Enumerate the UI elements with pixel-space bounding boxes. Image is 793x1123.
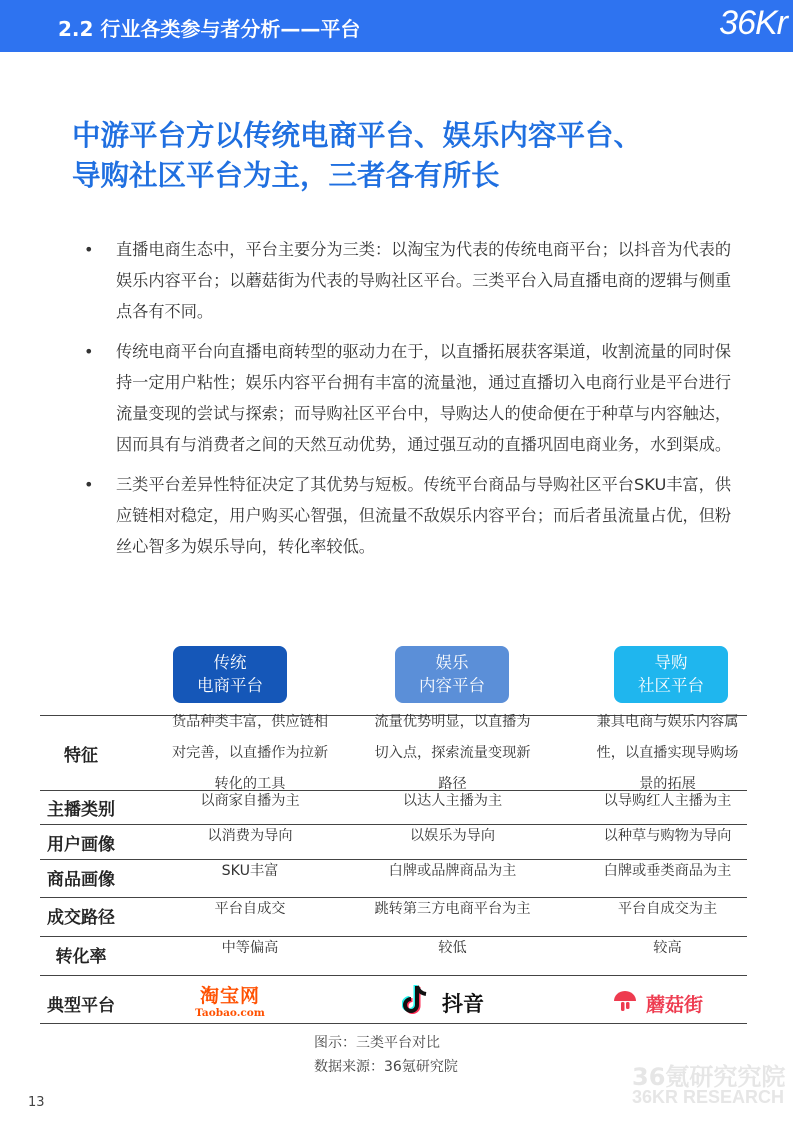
watermark-cn: 36氪研究究院 (632, 1063, 786, 1091)
cell-line: 兼具电商与娱乐内容属 (596, 714, 739, 730)
bullet-list (84, 234, 744, 571)
cell-line: 流量优势明显，以直播为 (374, 714, 531, 730)
table-cell: 以种草与购物为导向 (603, 828, 732, 844)
category-entertainment-content (395, 646, 509, 703)
bullet-text: 三类平台差异性特征决定了其优势与短板。传统平台商品与导购社区平台SKU丰富，供应链相对稳定，用户购买心智强，但流量不敌娱乐内容平台；而后者虽流量占优，但粉丝心智多为娱乐导向，转化率较低。 (116, 475, 732, 556)
table-cell: 白牌或垂类商品为主 (603, 863, 732, 879)
row-label-anchor-type: 主播类别 (47, 800, 115, 820)
category-line-1: 娱乐 (435, 653, 469, 672)
table-cell: 平台自成交为主 (617, 901, 718, 917)
cell-line: 货品种类丰富，供应链相 (171, 714, 329, 730)
bullet-text: 传统电商平台向直播电商转型的驱动力在于，以直播拓展获客渠道，收割流量的同时保持一定用户粘性；娱乐内容平台拥有丰富的流量池，通过直播切入电商行业是平台进行流量变现的尝试与探索；而导购社区平台中，导购达人的使命便在于种草与内容触达，因而具有与消费者之间的天然互动优势，通过强互动的直播巩固电商业务，水到渠成。 (116, 342, 732, 454)
cell-line: 性，以直播实现导购场 (596, 745, 739, 761)
table-divider (40, 975, 747, 976)
table-cell: SKU丰富 (221, 863, 279, 879)
page-headline (72, 116, 642, 196)
row-label-typical-platform: 典型平台 (47, 996, 115, 1016)
table-cell: 跳转第三方电商平台为主 (374, 901, 531, 917)
table-cell: 以娱乐为导向 (409, 828, 496, 844)
table-cell: 以达人主播为主 (402, 793, 503, 809)
table-cell: 以消费为导向 (207, 828, 293, 844)
bullet-marker: • (84, 240, 94, 259)
brand-logo: 36Kr (719, 4, 787, 42)
taobao-logo-text: 淘宝网 (199, 985, 260, 1007)
row-label-user-profile: 用户画像 (47, 835, 115, 855)
table-cell: 以导购红人主播为主 (603, 793, 732, 809)
douyin-note-icon (402, 983, 432, 1017)
section-title: 2.2 行业各类参与者分析——平台 (58, 17, 361, 41)
table-cell: 以商家自播为主 (200, 793, 300, 809)
category-line-1: 导购 (654, 653, 688, 672)
taobao-domain-text: Taobao.com (195, 1007, 265, 1019)
cell-line: 路径 (438, 776, 467, 792)
douyin-logo-text: 抖音 (442, 992, 484, 1016)
category-line-1: 传统 (213, 653, 247, 672)
headline-line-2: 导购社区平台为主，三者各有所长 (72, 159, 500, 192)
data-source: 数据来源：36氪研究院 (314, 1059, 458, 1075)
bullet-item (84, 469, 744, 562)
header-bar (0, 0, 793, 52)
category-line-2: 电商平台 (197, 676, 263, 695)
table-cell: 较低 (438, 940, 467, 956)
figure-caption: 图示：三类平台对比 (314, 1035, 440, 1051)
row-label-features: 特征 (64, 746, 98, 766)
headline-line-1: 中游平台方以传统电商平台、娱乐内容平台、 (72, 119, 643, 152)
row-label-product-profile: 商品画像 (47, 870, 115, 890)
bullet-marker: • (84, 475, 94, 494)
category-line-2: 内容平台 (419, 676, 485, 695)
table-divider (40, 1023, 747, 1024)
page-number: 13 (28, 1095, 45, 1110)
table-cell: 较高 (653, 940, 682, 956)
bullet-marker: • (84, 342, 94, 361)
cell-line: 景的拓展 (639, 776, 696, 792)
mogujie-logo-text: 蘑菇街 (646, 994, 704, 1016)
cell-line: 切入点，探索流量变现新 (374, 745, 531, 761)
bullet-item (84, 234, 744, 327)
bullet-item (84, 336, 744, 460)
table-cell: 平台自成交 (214, 901, 286, 917)
row-label-conversion-rate: 转化率 (55, 947, 107, 967)
cell-line: 对完善，以直播作为拉新 (171, 745, 329, 761)
mushroom-icon (612, 988, 638, 1014)
bullet-text: 直播电商生态中，平台主要分为三类：以淘宝为代表的传统电商平台；以抖音为代表的娱乐内容平台；以蘑菇街为代表的导购社区平台。三类平台入局直播电商的逻辑与侧重点各有不同。 (116, 240, 732, 321)
category-line-2: 社区平台 (638, 676, 704, 695)
category-shopping-guide-community (614, 646, 728, 703)
table-cell: 中等偏高 (221, 940, 279, 956)
watermark-en: 36KR RESEARCH (632, 1087, 785, 1107)
row-label-transaction-path: 成交路径 (47, 908, 115, 928)
cell-line: 转化的工具 (214, 776, 286, 792)
category-traditional-ecommerce (173, 646, 287, 703)
table-cell: 白牌或品牌商品为主 (388, 863, 517, 879)
taobao-logo (188, 985, 272, 1020)
